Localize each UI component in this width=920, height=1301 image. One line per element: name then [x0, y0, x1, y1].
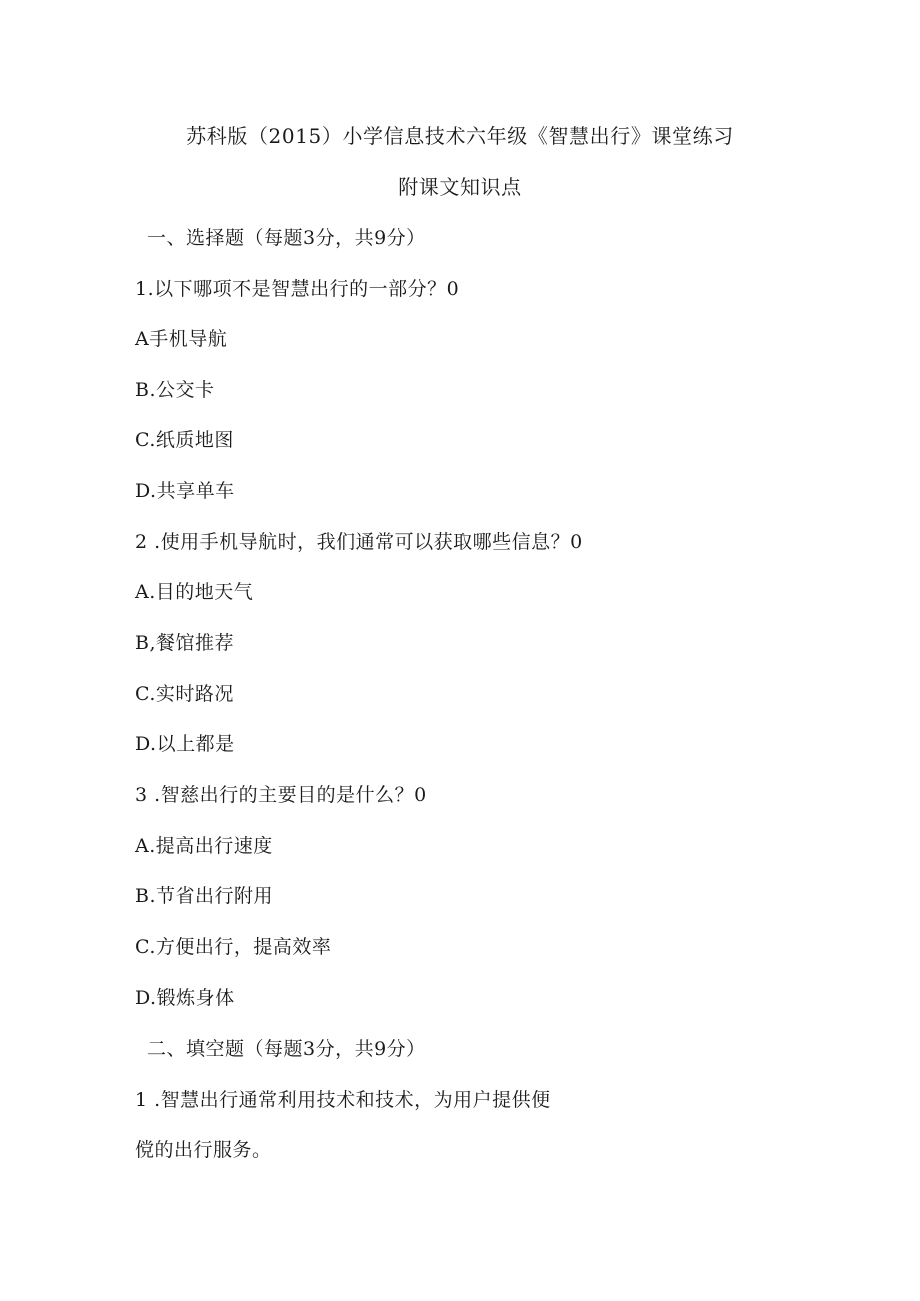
question-3-option-a: A.提高出行速度 [135, 835, 273, 857]
question-2-option-c: C.实时路况 [135, 683, 234, 705]
question-1-option-c: C.纸质地图 [135, 429, 234, 451]
section-heading-choice: 一、选择题（每题3分，共9分） [147, 227, 426, 249]
document-subtitle: 附课文知识点 [398, 175, 522, 199]
question-3-option-b: B.节省出行附用 [135, 885, 274, 907]
question-1-option-b: B.公交卡 [135, 379, 215, 401]
question-2-option-b: B,餐馆推荐 [135, 632, 235, 654]
question-1-option-a: A手机导航 [135, 328, 228, 350]
question-2: 2 .使用手机导航时，我们通常可以获取哪些信息？0 [135, 531, 583, 553]
fill-question-1-line-2: 傥的出行服务。 [135, 1139, 272, 1161]
fill-question-1-line-1: 1 .智慧出行通常利用技术和技术，为用户提供便 [135, 1089, 551, 1111]
question-3-option-c: C.方便出行，提高效率 [135, 936, 332, 958]
question-2-option-d: D.以上都是 [135, 733, 235, 755]
document-title: 苏科版（2015）小学信息技术六年级《智慧出行》课堂练习 [186, 124, 734, 148]
question-2-option-a: A.目的地天气 [135, 581, 254, 603]
question-3-option-d: D.锻炼身体 [135, 987, 235, 1009]
question-3: 3 .智慈出行的主要目的是什么？0 [135, 784, 427, 806]
section-heading-fill-in: 二、填空题（每题3分，共9分） [147, 1038, 426, 1060]
question-1-option-d: D.共享单车 [135, 480, 235, 502]
question-1: 1.以下哪项不是智慧出行的一部分？0 [135, 278, 460, 300]
